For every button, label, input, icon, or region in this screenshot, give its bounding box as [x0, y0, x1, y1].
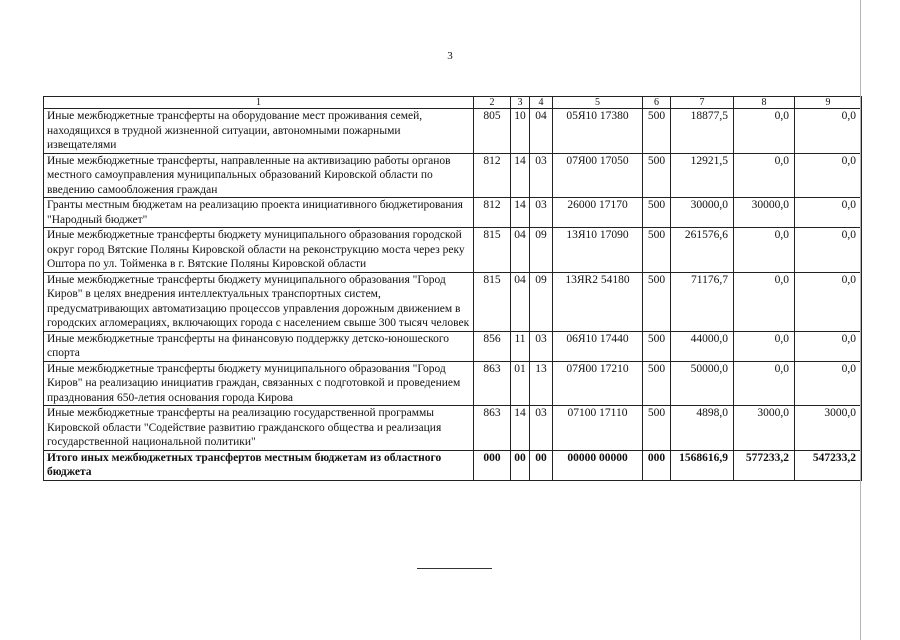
total-amount-3: 547233,2 — [795, 450, 862, 480]
table-row — [44, 198, 862, 228]
cell-target-article: 07100 17110 — [553, 406, 643, 451]
row-description: Иные межбюджетные трансферты бюджету муниципального образования "Город Киров" в целях внедрения интеллектуальных транспортных систем, предусматривающих автоматизацию процессов управления дорожным движением в городских агломерациях, включающих города с населением свыше 300 тысяч человек — [44, 272, 474, 331]
total-description: Итого иных межбюджетных трансфертов местным бюджетам из областного бюджета — [44, 450, 474, 480]
cell-subsection: 04 — [530, 109, 553, 154]
cell-amount-3: 0,0 — [795, 153, 862, 198]
cell-amount-1: 4898,0 — [671, 406, 734, 451]
total-amount-1: 1568616,9 — [671, 450, 734, 480]
cell-amount-1: 261576,6 — [671, 228, 734, 273]
cell-amount-1: 44000,0 — [671, 331, 734, 361]
column-header: 5 — [553, 97, 643, 109]
cell-ministry-code: 812 — [474, 198, 511, 228]
cell-amount-1: 30000,0 — [671, 198, 734, 228]
cell-amount-1: 18877,5 — [671, 109, 734, 154]
cell-ministry-code: 863 — [474, 361, 511, 406]
cell-section: 04 — [511, 228, 530, 273]
cell-amount-2: 0,0 — [734, 109, 795, 154]
column-header: 1 — [44, 97, 474, 109]
transfers-table-container — [43, 96, 861, 481]
cell-amount-2: 30000,0 — [734, 198, 795, 228]
total-subsection: 00 — [530, 450, 553, 480]
cell-ministry-code: 805 — [474, 109, 511, 154]
cell-section: 14 — [511, 406, 530, 451]
cell-expense-type: 500 — [643, 406, 671, 451]
cell-amount-1: 50000,0 — [671, 361, 734, 406]
column-header: 7 — [671, 97, 734, 109]
page-edge-line — [860, 0, 861, 640]
page-number: 3 — [447, 50, 453, 62]
cell-amount-2: 0,0 — [734, 272, 795, 331]
cell-amount-2: 0,0 — [734, 153, 795, 198]
total-target-article: 00000 00000 — [553, 450, 643, 480]
cell-amount-3: 3000,0 — [795, 406, 862, 451]
cell-amount-1: 71176,7 — [671, 272, 734, 331]
total-ministry-code: 000 — [474, 450, 511, 480]
cell-amount-3: 0,0 — [795, 109, 862, 154]
cell-ministry-code: 815 — [474, 272, 511, 331]
cell-section: 11 — [511, 331, 530, 361]
cell-section: 10 — [511, 109, 530, 154]
row-description: Иные межбюджетные трансферты на реализацию государственной программы Кировской области "Содействие развитию гражданского общества и реализация государственной национальной политики" — [44, 406, 474, 451]
cell-expense-type: 500 — [643, 361, 671, 406]
cell-target-article: 07Я00 17210 — [553, 361, 643, 406]
cell-amount-2: 0,0 — [734, 228, 795, 273]
table-row — [44, 272, 862, 331]
total-amount-2: 577233,2 — [734, 450, 795, 480]
column-header: 3 — [511, 97, 530, 109]
cell-ministry-code: 812 — [474, 153, 511, 198]
table-row — [44, 331, 862, 361]
cell-expense-type: 500 — [643, 198, 671, 228]
table-row — [44, 361, 862, 406]
row-description: Иные межбюджетные трансферты бюджету муниципального образования "Город Киров" на реализацию инициатив граждан, связанных с подготовкой и проведением празднования 650-летия основания города Кирова — [44, 361, 474, 406]
column-header: 4 — [530, 97, 553, 109]
column-header: 6 — [643, 97, 671, 109]
cell-subsection: 09 — [530, 272, 553, 331]
transfers-table — [43, 96, 862, 481]
cell-target-article: 07Я00 17050 — [553, 153, 643, 198]
cell-amount-2: 3000,0 — [734, 406, 795, 451]
cell-target-article: 26000 17170 — [553, 198, 643, 228]
cell-subsection: 03 — [530, 198, 553, 228]
cell-subsection: 03 — [530, 153, 553, 198]
cell-ministry-code: 856 — [474, 331, 511, 361]
cell-subsection: 03 — [530, 331, 553, 361]
table-row — [44, 406, 862, 451]
table-row — [44, 109, 862, 154]
total-section: 00 — [511, 450, 530, 480]
column-header: 8 — [734, 97, 795, 109]
column-header: 2 — [474, 97, 511, 109]
cell-target-article: 13ЯR2 54180 — [553, 272, 643, 331]
cell-expense-type: 500 — [643, 331, 671, 361]
row-description: Гранты местным бюджетам на реализацию проекта инициативного бюджетирования "Народный бюджет" — [44, 198, 474, 228]
row-description: Иные межбюджетные трансферты на финансовую поддержку детско-юношеского спорта — [44, 331, 474, 361]
cell-expense-type: 500 — [643, 109, 671, 154]
cell-amount-3: 0,0 — [795, 272, 862, 331]
cell-ministry-code: 815 — [474, 228, 511, 273]
row-description: Иные межбюджетные трансферты, направленные на активизацию работы органов местного самоуправления муниципальных образований Кировской области по введению самообложения граждан — [44, 153, 474, 198]
table-row — [44, 228, 862, 273]
cell-amount-2: 0,0 — [734, 331, 795, 361]
cell-section: 14 — [511, 153, 530, 198]
cell-subsection: 09 — [530, 228, 553, 273]
cell-subsection: 13 — [530, 361, 553, 406]
cell-section: 01 — [511, 361, 530, 406]
cell-section: 14 — [511, 198, 530, 228]
cell-expense-type: 500 — [643, 153, 671, 198]
cell-amount-2: 0,0 — [734, 361, 795, 406]
total-expense-type: 000 — [643, 450, 671, 480]
cell-target-article: 13Я10 17090 — [553, 228, 643, 273]
table-row — [44, 153, 862, 198]
cell-expense-type: 500 — [643, 272, 671, 331]
cell-amount-3: 0,0 — [795, 228, 862, 273]
row-description: Иные межбюджетные трансферты бюджету муниципального образования городской округ город Вятские Поляны Кировской области на реконструкцию моста через реку Оштора по ул. Тойменка в г. Вятские Поляны Кировской области — [44, 228, 474, 273]
cell-amount-3: 0,0 — [795, 198, 862, 228]
cell-subsection: 03 — [530, 406, 553, 451]
cell-section: 04 — [511, 272, 530, 331]
cell-ministry-code: 863 — [474, 406, 511, 451]
column-header: 9 — [795, 97, 862, 109]
cell-target-article: 05Я10 17380 — [553, 109, 643, 154]
cell-target-article: 06Я10 17440 — [553, 331, 643, 361]
cell-amount-1: 12921,5 — [671, 153, 734, 198]
cell-amount-3: 0,0 — [795, 361, 862, 406]
cell-expense-type: 500 — [643, 228, 671, 273]
row-description: Иные межбюджетные трансферты на оборудование мест проживания семей, находящихся в трудной жизненной ситуации, автономными пожарными извещателями — [44, 109, 474, 154]
column-number-row — [44, 97, 862, 109]
footer-divider — [417, 568, 492, 569]
total-row — [44, 450, 862, 480]
cell-amount-3: 0,0 — [795, 331, 862, 361]
